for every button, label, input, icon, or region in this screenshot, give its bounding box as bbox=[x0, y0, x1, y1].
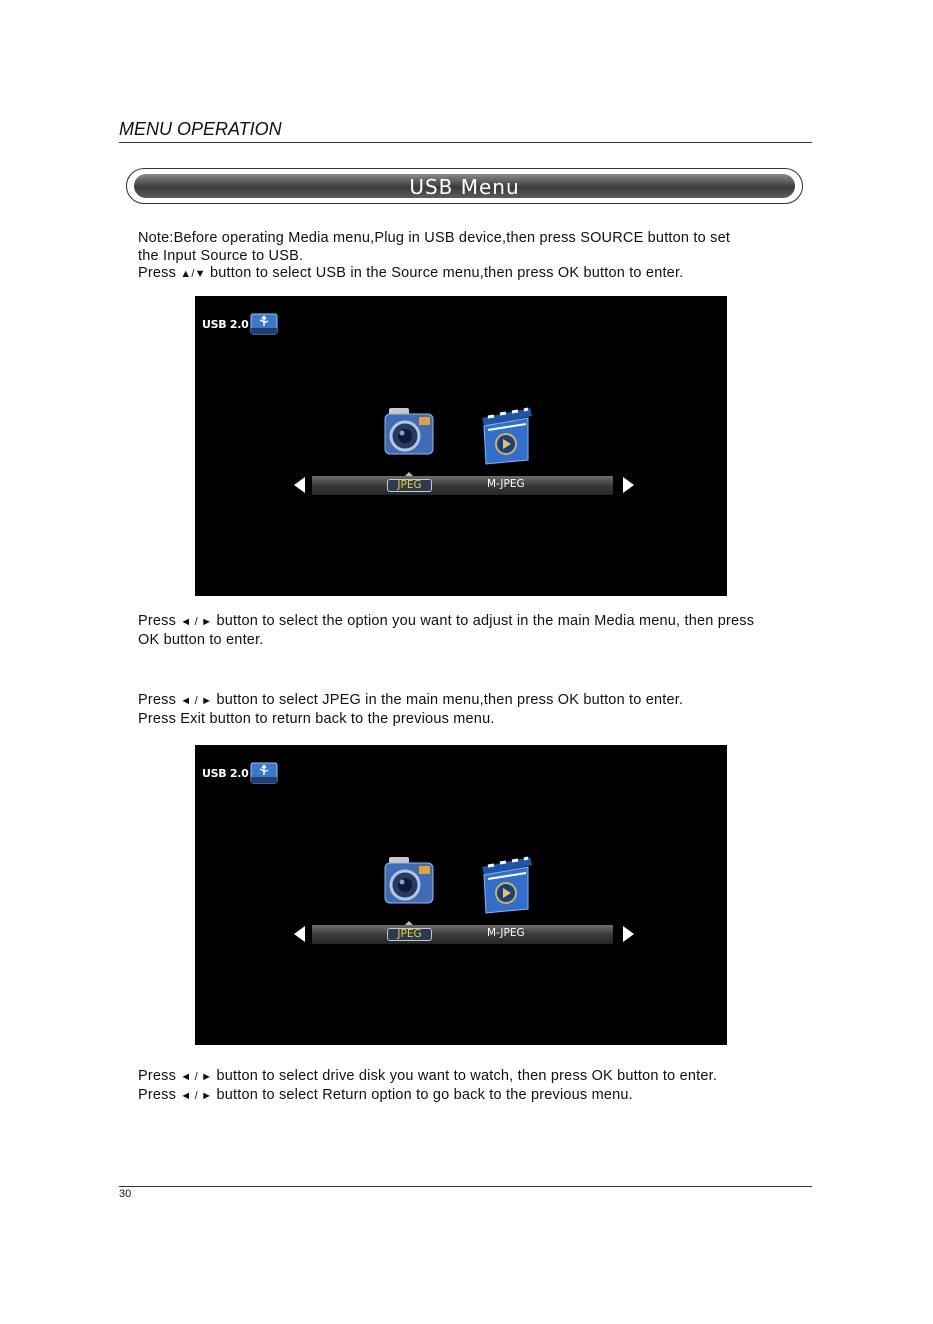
para-2-suffix: button to select the option you want to adjust in the main Media menu, then press bbox=[212, 613, 755, 629]
paragraph-4 bbox=[138, 1068, 717, 1105]
banner-title: USB Menu bbox=[134, 174, 795, 198]
para-2-line-2: OK button to enter. bbox=[138, 631, 264, 648]
selection-caret-icon bbox=[405, 921, 413, 925]
option-jpeg[interactable]: JPEG bbox=[387, 928, 432, 941]
option-mjpeg[interactable]: M-JPEG bbox=[487, 927, 525, 939]
para-4-prefix-2: Press bbox=[138, 1086, 181, 1103]
intro-paragraph bbox=[138, 230, 730, 284]
footer-rule bbox=[119, 1186, 812, 1187]
intro-line-2: the Input Source to USB. bbox=[138, 247, 304, 264]
option-jpeg[interactable]: JPEG bbox=[387, 479, 432, 492]
para-4-line-1 bbox=[138, 1068, 717, 1087]
usb-drive-icon bbox=[250, 762, 278, 784]
para-3-prefix: Press bbox=[138, 692, 181, 708]
header-rule bbox=[119, 142, 812, 143]
movie-clapper-icon bbox=[478, 853, 534, 917]
usb-drive-icon bbox=[250, 313, 278, 335]
para-2-prefix: Press bbox=[138, 613, 181, 629]
para-4-suffix-1: button to select drive disk you want to watch, then press OK button to enter. bbox=[212, 1068, 718, 1084]
para-3-suffix: button to select JPEG in the main menu,then press OK button to enter. bbox=[212, 692, 684, 708]
option-mjpeg[interactable]: M-JPEG bbox=[487, 478, 525, 490]
option-bar bbox=[312, 925, 613, 944]
left-right-glyph: ◄ / ► bbox=[180, 1071, 213, 1083]
intro-line-3 bbox=[138, 265, 730, 284]
para-4-line-2 bbox=[138, 1087, 717, 1106]
option-bar bbox=[312, 476, 613, 495]
selection-caret-icon bbox=[405, 472, 413, 476]
camera-icon bbox=[383, 406, 435, 462]
arrow-right-icon[interactable] bbox=[623, 477, 634, 493]
camera-icon bbox=[383, 855, 435, 911]
usb-version-label: USB 2.0 bbox=[202, 767, 249, 780]
left-right-glyph: ◄ / ► bbox=[180, 616, 213, 628]
para-4-prefix-1: Press bbox=[138, 1068, 181, 1084]
left-right-glyph: ◄ / ► bbox=[180, 1089, 213, 1102]
arrow-left-icon[interactable] bbox=[294, 926, 305, 942]
para-3-line-1 bbox=[138, 692, 683, 711]
intro-line-3-suffix: button to select USB in the Source menu,then press OK button to enter. bbox=[205, 265, 684, 281]
usb-screen-2 bbox=[195, 745, 727, 1045]
intro-line-1: Note:Before operating Media menu,Plug in USB device,then press SOURCE button to set bbox=[138, 230, 731, 246]
para-3-line-2: Press Exit button to return back to the previous menu. bbox=[138, 710, 495, 727]
up-down-glyph: ▲/▼ bbox=[180, 268, 206, 280]
arrow-left-icon[interactable] bbox=[294, 477, 305, 493]
para-4-suffix-2: button to select Return option to go back to the previous menu. bbox=[212, 1086, 633, 1103]
arrow-right-icon[interactable] bbox=[623, 926, 634, 942]
page-number: 30 bbox=[119, 1188, 132, 1200]
usb-menu-banner bbox=[126, 168, 803, 204]
section-title: MENU OPERATION bbox=[119, 119, 282, 139]
paragraph-3 bbox=[138, 692, 683, 728]
usb-version-label: USB 2.0 bbox=[202, 318, 249, 331]
usb-screen-1 bbox=[195, 296, 727, 596]
intro-line-3-prefix: Press bbox=[138, 265, 181, 281]
para-2-line-1 bbox=[138, 613, 754, 632]
left-right-glyph: ◄ / ► bbox=[180, 695, 213, 707]
movie-clapper-icon bbox=[478, 404, 534, 468]
paragraph-2 bbox=[138, 613, 754, 649]
